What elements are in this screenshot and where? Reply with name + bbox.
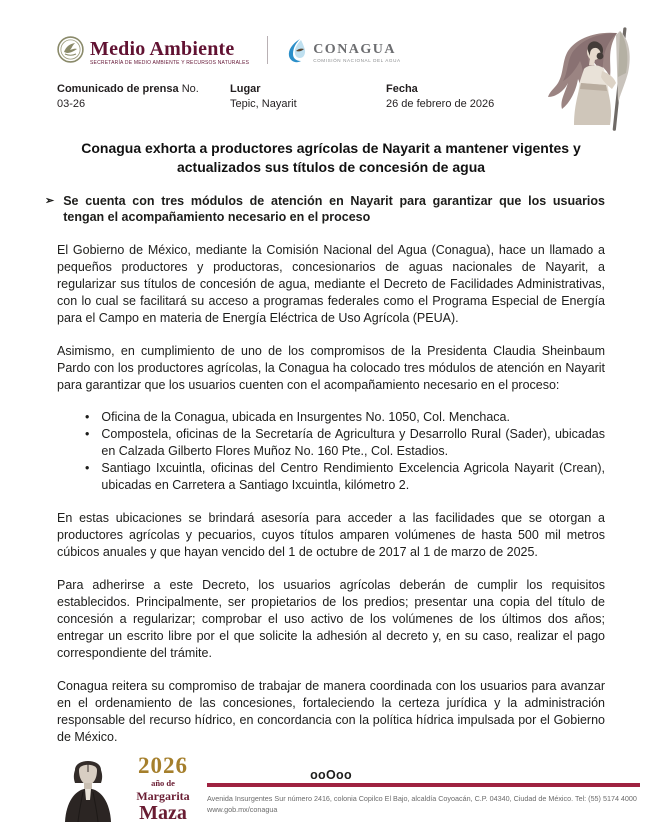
comunicado-field [57, 82, 230, 112]
list-item [85, 426, 605, 460]
office-item-text: Oficina de la Conagua, ubicada en Insurgentes No. 1050, Col. Menchaca. [101, 409, 510, 424]
water-drop-icon [286, 38, 308, 69]
paragraph-4: Para adherirse a este Decreto, los usuarios agrícolas deberán de cumplir los requisitos establecidos. Principalmente, ser propietarios de los predios; presentar una copia del título de concesión a regularizar; comprobar el uso activo de los volúmenes de los últimos dos años; entregar un escrito libre por el que solicite la adhesión al decreto y, en su caso, realizar el pago correspondiente del trámite. [57, 577, 605, 660]
lugar-label: Lugar [230, 83, 261, 95]
woman-with-flag-illustration [534, 25, 646, 137]
bullet-icon: • [85, 426, 90, 441]
comunicado-label: Comunicado de prensa No. [57, 83, 199, 95]
highlight-text: Se cuenta con tres módulos de atención en Nayarit para garantizar que los usuarios tengan el acompañamiento necesario en el proceso [63, 193, 605, 225]
year-logo-line1: año de [151, 778, 175, 788]
footer [0, 750, 662, 830]
office-list [57, 409, 605, 494]
footer-contact [207, 793, 640, 815]
fecha-field [386, 82, 494, 112]
eagle-seal-icon [57, 36, 84, 68]
medio-ambiente-name: Medio Ambiente [90, 37, 235, 60]
medio-ambiente-wordmark [90, 39, 249, 66]
document-body [0, 139, 662, 782]
bullet-icon: • [85, 460, 90, 475]
footer-address: Avenida Insurgentes Sur número 2416, colonia Copilco El Bajo, alcaldía Coyoacán, C.P. 04340, Ciudad de México. Tel: (55) 5174 4000 [207, 794, 637, 803]
header [0, 0, 662, 112]
conagua-name: CONAGUA [313, 42, 397, 58]
year-logo-line2: Margarita [136, 788, 190, 803]
conagua-subtitle: COMISIÓN NACIONAL DEL AGUA [313, 58, 401, 64]
page-title: Conagua exhorta a productores agrícolas de Nayarit a mantener vigentes y actualizados sus títulos de concesión de agua [81, 139, 581, 175]
list-item [85, 460, 605, 494]
footer-accent-line [207, 783, 640, 787]
year-logo [122, 754, 204, 823]
closing-mark: ooOoo [310, 767, 352, 782]
paragraph-3: En estas ubicaciones se brindará asesoría para acceder a las facilidades que se otorgan a productores agrícolas y pecuarios, cuyos títulos amparen volúmenes de hasta 500 mil metros cúbicos anuales y que hayan vencido del 1 de octubre de 2017 al 1 de marzo de 2025. [57, 510, 605, 559]
year-logo-line3: Maza [139, 801, 187, 824]
conagua-wordmark [313, 43, 401, 64]
paragraph-1: El Gobierno de México, mediante la Comisión Nacional del Agua (Conagua), hace un llamado a pequeños productores y productoras, concesionarios de aguas nacionales de Nayarit, a regularizar sus títulos de concesión de agua, mediante el Decreto de Facilidades Administrativas, con lo cual se facilitará su acceso a programas federales como el Programa Especial de Energía para el Campo en materia de Energía Eléctrica de Uso Agrícola (PEUA). [57, 242, 605, 325]
margarita-maza-portrait [57, 750, 119, 822]
logo-divider [267, 36, 268, 64]
medio-ambiente-subtitle: SECRETARÍA DE MEDIO AMBIENTE Y RECURSOS NATURALES [90, 59, 250, 66]
year-logo-year: 2026 [138, 753, 188, 778]
bullet-icon: • [85, 409, 90, 424]
footer-website[interactable]: www.gob.mx/conagua [207, 805, 278, 815]
list-item [85, 409, 605, 426]
lugar-field [230, 82, 386, 112]
conagua-logo [286, 38, 401, 69]
logo-row [57, 36, 605, 69]
medio-ambiente-logo [57, 36, 249, 68]
paragraph-2: Asimismo, en cumplimiento de uno de los compromisos de la Presidenta Claudia Sheinbaum Pardo con los productores agrícolas, la Conagua ha colocado tres módulos de atención en Nayarit para garantizar que los usuarios cuenten con el acompañamiento necesario en el proceso: [57, 343, 605, 392]
office-item-text: Compostela, oficinas de la Secretaría de Agricultura y Desarrollo Rural (Sader), ubicadas en Calzada Gilberto Flores Muñoz No. 160 Pte., Col. Estadios. [101, 426, 605, 458]
comunicado-number: 03-26 [57, 97, 86, 110]
fecha-label: Fecha [386, 83, 418, 95]
paragraph-5: Conagua reitera su compromiso de trabajar de manera coordinada con los usuarios para avanzar en el ordenamiento de las concesiones, fortaleciendo la certeza jurídica y la administración responsable del recurso hídrico, en concordancia con la política hídrica impulsada por el Gobierno de México. [57, 678, 605, 744]
lugar-value: Tepic, Nayarit [230, 97, 297, 110]
document-meta [57, 82, 605, 112]
highlight-bullet [45, 193, 605, 226]
fecha-value: 26 de febrero de 2026 [386, 97, 495, 110]
arrow-bullet-icon: ➢ [45, 194, 55, 207]
office-item-text: Santiago Ixcuintla, oficinas del Centro Rendimiento Excelencia Agricola Nayarit (Crean), ubicadas en Carretera a Santiago Ixcuintla, kilómetro 2. [101, 460, 605, 492]
